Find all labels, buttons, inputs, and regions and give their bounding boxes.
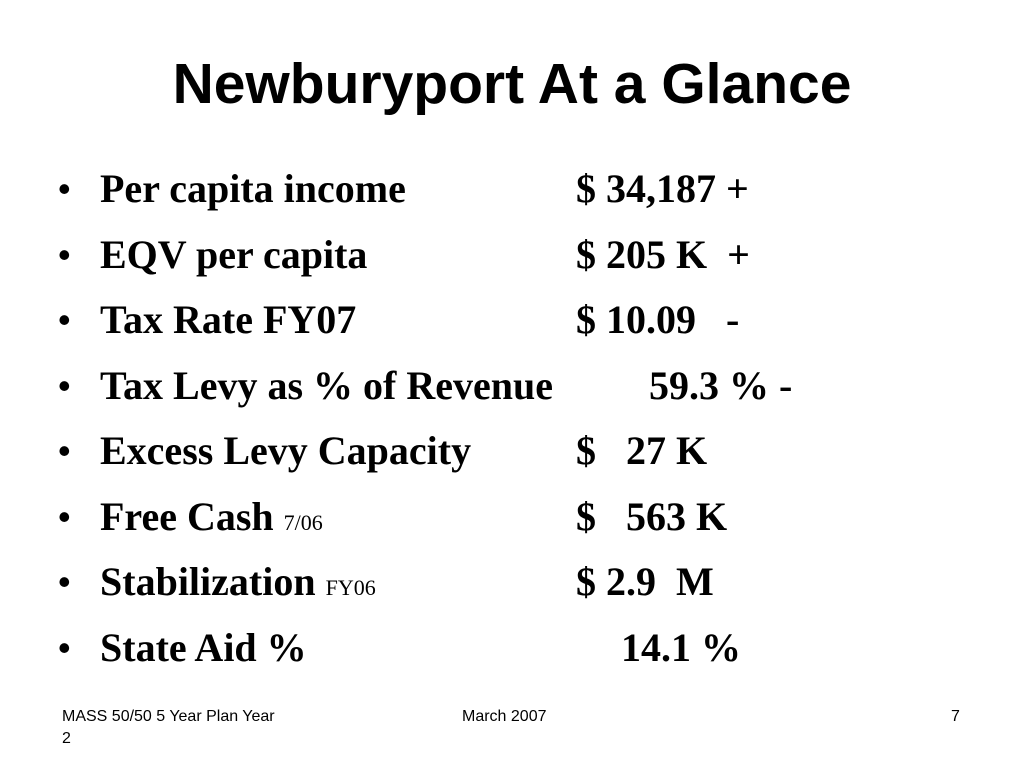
bullet-value: $ 27 K: [576, 428, 708, 473]
bullet-label: Stabilization: [100, 559, 316, 604]
bullet-icon: •: [58, 430, 71, 471]
bullet-value: $ 205 K +: [576, 231, 750, 277]
bullet-value: 59.3 % -: [649, 362, 793, 408]
bullet-icon: •: [58, 626, 71, 668]
bullet-icon: •: [58, 233, 71, 275]
bullet-label: State Aid %: [100, 624, 307, 670]
bullet-icon: •: [58, 364, 71, 406]
bullet-label: Per capita income: [100, 166, 406, 211]
bullet-label: Tax Levy as % of Revenue: [100, 362, 553, 408]
footer-date: March 2007: [462, 708, 547, 725]
bullet-value: 14.1 %: [621, 624, 741, 670]
bullet-icon: •: [58, 168, 71, 209]
bullet-label-group: [100, 549, 376, 621]
footer-page-number: 7: [951, 708, 960, 725]
bullet-icon: •: [58, 561, 71, 602]
bullet-label: Tax Rate FY07: [100, 297, 357, 342]
slide-title: Newburyport At a Glance: [172, 52, 852, 116]
footer-presentation-name: MASS 50/50 5 Year Plan Year 2: [62, 708, 275, 747]
bullet-icon: •: [58, 495, 71, 537]
bullet-label: Free Cash: [100, 493, 274, 539]
bullet-icon: •: [58, 299, 71, 340]
bullet-label-group: [100, 484, 323, 556]
bullet-label: Excess Levy Capacity: [100, 428, 472, 473]
bullet-value: $ 34,187 +: [576, 166, 749, 211]
bullet-value: $ 563 K: [576, 493, 728, 539]
bullet-note: 7/06: [283, 509, 323, 535]
bullet-label: EQV per capita: [100, 231, 368, 277]
bullet-value: $ 10.09 -: [576, 297, 740, 342]
bullet-note: FY06: [325, 575, 376, 600]
bullet-value: $ 2.9 M: [576, 559, 714, 604]
